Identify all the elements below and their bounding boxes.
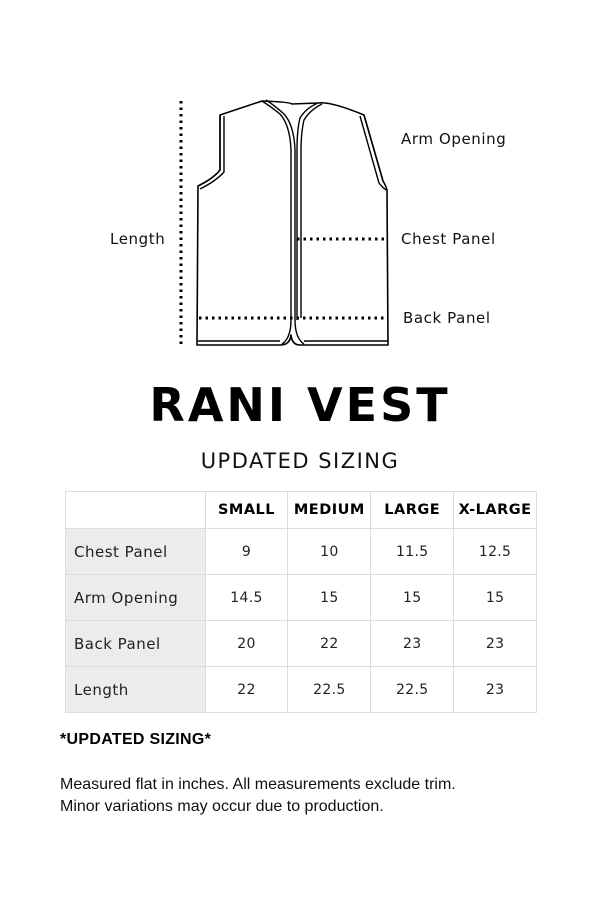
arm-opening-label: Arm Opening — [401, 130, 507, 148]
table-header-row — [66, 492, 537, 529]
table-cell: 23 — [454, 667, 537, 713]
length-label: Length — [110, 230, 166, 248]
vest-illustration — [0, 0, 600, 370]
notes-line-measurement: Measured flat in inches. All measurements exclude trim. — [60, 776, 456, 793]
column-header-small: SMALL — [205, 492, 288, 529]
table-cell: 12.5 — [454, 529, 537, 575]
notes-heading: *UPDATED SIZING* — [60, 731, 212, 748]
vest-outline — [197, 100, 388, 345]
table-cell: 20 — [205, 621, 288, 667]
row-header-chest-panel: Chest Panel — [66, 529, 206, 575]
column-header-x-large: X-LARGE — [454, 492, 537, 529]
table-cell: 22 — [288, 621, 371, 667]
row-header-length: Length — [66, 667, 206, 713]
table-row — [66, 621, 537, 667]
notes-line-variation: Minor variations may occur due to production. — [60, 798, 384, 815]
table-row — [66, 529, 537, 575]
product-title: RANI VEST — [149, 378, 451, 432]
table-row — [66, 575, 537, 621]
table-cell: 23 — [454, 621, 537, 667]
column-header-large: LARGE — [371, 492, 454, 529]
table-cell: 15 — [288, 575, 371, 621]
table-cell: 22.5 — [371, 667, 454, 713]
table-corner-cell — [66, 492, 206, 529]
chest-panel-label: Chest Panel — [401, 230, 496, 248]
back-panel-label: Back Panel — [403, 309, 491, 327]
column-header-medium: MEDIUM — [288, 492, 371, 529]
size-chart-table — [65, 491, 537, 713]
table-cell: 22.5 — [288, 667, 371, 713]
table-cell: 11.5 — [371, 529, 454, 575]
table-cell: 15 — [371, 575, 454, 621]
table-cell: 14.5 — [205, 575, 288, 621]
table-cell: 23 — [371, 621, 454, 667]
vest-diagram — [0, 0, 600, 370]
table-cell: 15 — [454, 575, 537, 621]
table-cell: 22 — [205, 667, 288, 713]
table-cell: 10 — [288, 529, 371, 575]
table-cell: 9 — [205, 529, 288, 575]
table-row — [66, 667, 537, 713]
page-subtitle: UPDATED SIZING — [200, 449, 400, 473]
row-header-back-panel: Back Panel — [66, 621, 206, 667]
row-header-arm-opening: Arm Opening — [66, 575, 206, 621]
